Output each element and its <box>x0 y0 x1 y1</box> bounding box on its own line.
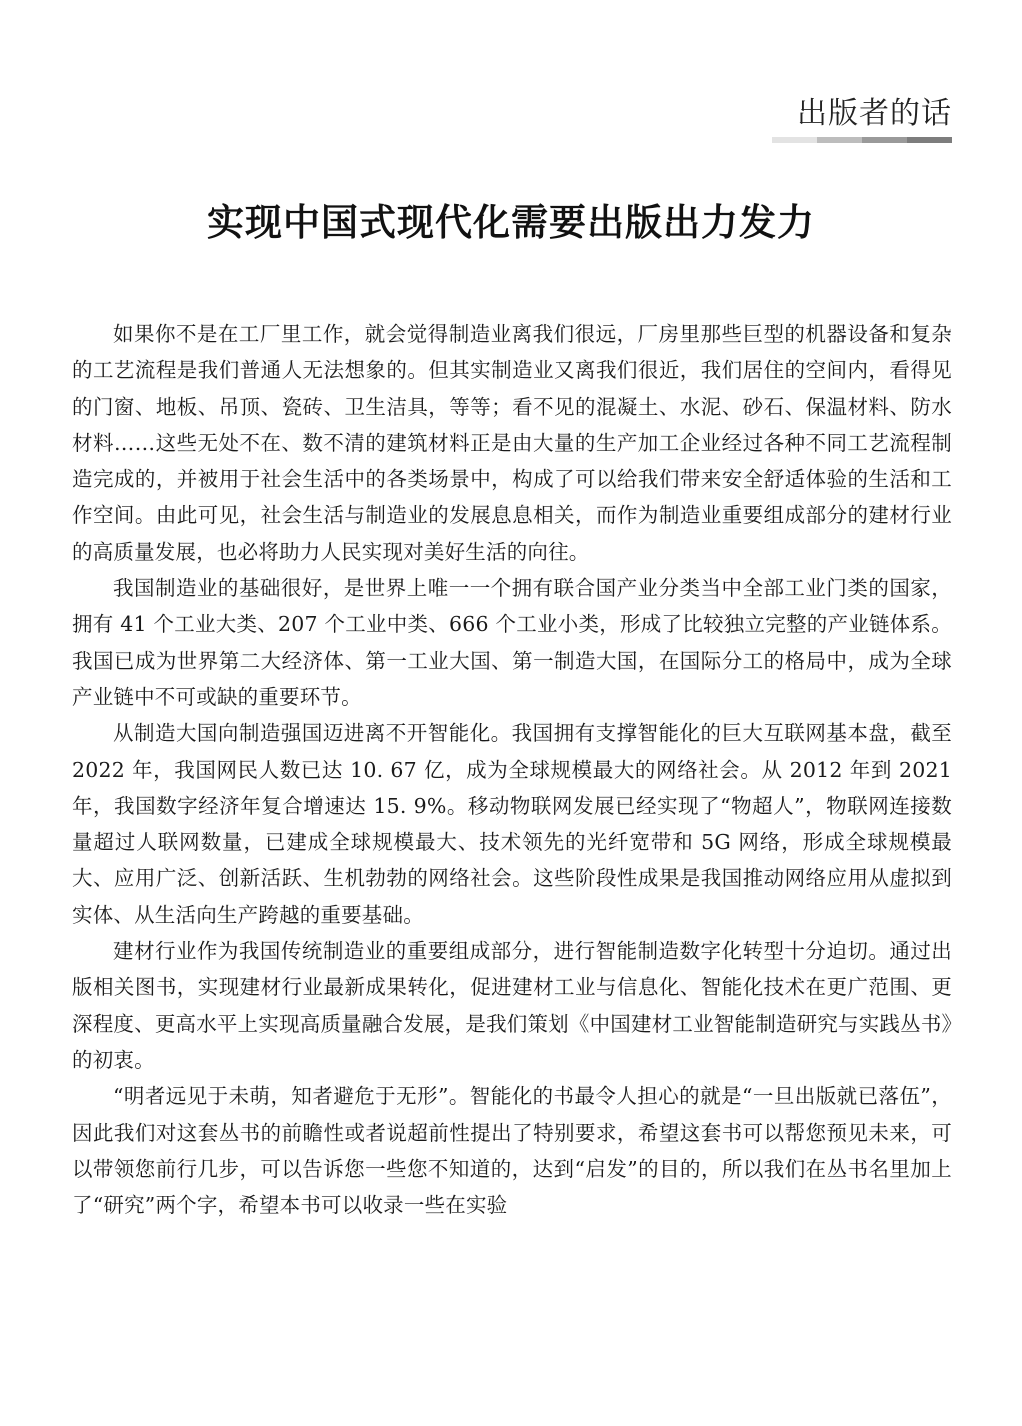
section-label: 出版者的话 <box>797 96 952 131</box>
paragraph: 我国制造业的基础很好，是世界上唯一一个拥有联合国产业分类当中全部工业门类的国家，拥有 41 个工业大类、207 个工业中类、666 个工业小类，形成了比较独立完整的产业链体系。我国已成为世界第二大经济体、第一工业大国、第一制造大国，在国际分工的格局中，成为全球产业链中不可或缺的重要环节。 <box>72 576 952 709</box>
paragraph: “明者远见于未萌，知者避危于无形”。智能化的书最令人担心的就是“一旦出版就已落伍”，因此我们对这套丛书的前瞻性或者说超前性提出了特别要求，希望这套书可以帮您预见未来，可以带领您前行几步，可以告诉您一些您不知道的，达到“启发”的目的，所以我们在丛书名里加上了“研究”两个字，希望本书可以收录一些在实验 <box>72 1084 952 1218</box>
paragraph: 如果你不是在工厂里工作，就会觉得制造业离我们很远，厂房里那些巨型的机器设备和复杂的工艺流程是我们普通人无法想象的。但其实制造业又离我们很近，我们居住的空间内，看得见的门窗、地板、吊顶、瓷砖、卫生洁具，等等；看不见的混凝土、水泥、砂石、保温材料、防水材料……这些无处不在、数不清的建筑材料正是由大量的生产加工企业经过各种不同工艺流程制造完成的，并被用于社会生活中的各类场景中，构成了可以给我们带来安全舒适体验的生活和工作空间。由此可见，社会生活与制造业的发展息息相关，而作为制造业重要组成部分的建材行业的高质量发展，也必将助力人民实现对美好生活的向往。 <box>72 322 952 564</box>
section-label-bar <box>772 137 952 143</box>
article-title: 实现中国式现代化需要出版出力发力 <box>207 200 815 244</box>
article-body <box>72 316 952 1223</box>
paragraph: 建材行业作为我国传统制造业的重要组成部分，进行智能制造数字化转型十分迫切。通过出版相关图书，实现建材行业最新成果转化，促进建材工业与信息化、智能化技术在更广范围、更深程度、更高水平上实现高质量融合发展，是我们策划《中国建材工业智能制造研究与实践丛书》的初衷。 <box>72 939 952 1072</box>
paragraph: 从制造大国向制造强国迈进离不开智能化。我国拥有支撑智能化的巨大互联网基本盘，截至 2022 年，我国网民人数已达 10. 67 亿，成为全球规模最大的网络社会。从 2012 年到 2021 年，我国数字经济年复合增速达 15. 9%。移动物联网发展已经实现了“物超人”，物联网连接数量超过人联网数量，已建成全球规模最大、技术领先的光纤宽带和 5G 网络，形成全球规模最大、应用广泛、创新活跃、生机勃勃的网络社会。这些阶段性成果是我国推动网络应用从虚拟到实体、从生活向生产跨越的重要基础。 <box>72 721 952 927</box>
